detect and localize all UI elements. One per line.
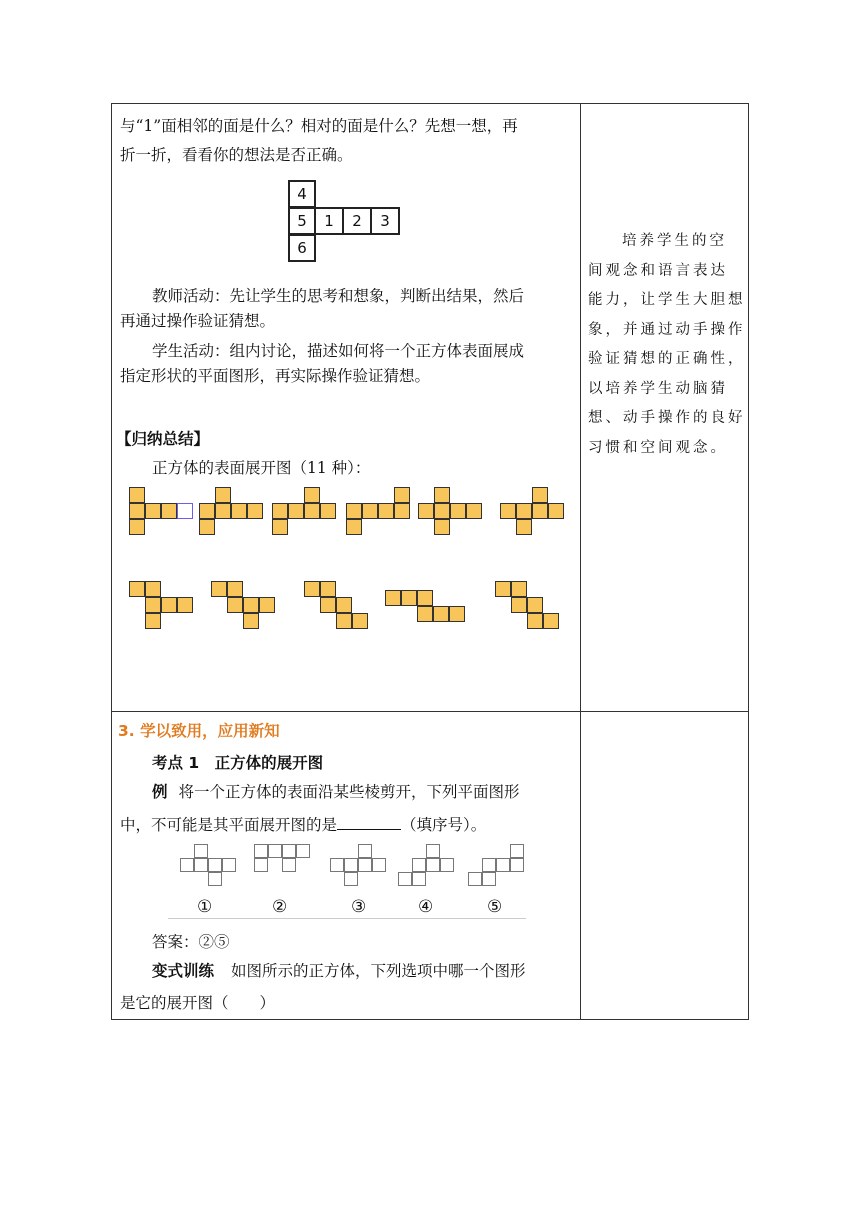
answer-blank — [337, 813, 401, 830]
example-line-1 — [152, 782, 519, 802]
side-note-line: 验证猜想的正确性， — [588, 351, 746, 367]
net-square — [401, 590, 417, 606]
net-square — [215, 503, 231, 519]
net-square — [320, 503, 336, 519]
net-square — [516, 519, 532, 535]
net-square — [433, 606, 449, 622]
table-border-top — [111, 103, 749, 104]
side-note-line: 培养学生的空 — [622, 233, 727, 249]
net-square — [272, 503, 288, 519]
option-square — [296, 844, 310, 858]
option-square — [482, 858, 496, 872]
option-square — [398, 872, 412, 886]
example-text-2a: 中，不可能是其平面展开图的是 — [120, 816, 338, 834]
net-square — [434, 503, 450, 519]
option-label-1: ① — [197, 897, 213, 917]
variant-line-2: 是它的展开图（ ） — [120, 994, 276, 1012]
option-square — [344, 858, 358, 872]
net-square — [346, 519, 362, 535]
net-square — [417, 606, 433, 622]
side-note — [588, 227, 746, 463]
net-square — [215, 487, 231, 503]
net-square — [378, 503, 394, 519]
question-line-1: 与“1”面相邻的面是什么？相对的面是什么？先想一想，再 — [120, 117, 518, 135]
net-square — [145, 581, 161, 597]
side-note-line: 间观念和语言表达 — [588, 262, 728, 279]
option-square — [468, 872, 482, 886]
option-square — [282, 844, 296, 858]
net-square — [511, 597, 527, 613]
net-square — [352, 613, 368, 629]
net-square — [304, 487, 320, 503]
option-square — [358, 844, 372, 858]
net-face-1: 1 — [316, 207, 344, 235]
net-square — [129, 581, 145, 597]
question-line-2: 折一折，看看你的想法是否正确。 — [120, 146, 353, 164]
net-square — [129, 519, 145, 535]
option-square — [194, 844, 208, 858]
table-column-divider — [580, 103, 581, 1020]
net-square — [527, 597, 543, 613]
net-square — [243, 597, 259, 613]
options-underline — [168, 918, 526, 919]
net-square — [145, 597, 161, 613]
net-square — [450, 503, 466, 519]
net-square — [394, 487, 410, 503]
option-label-3: ③ — [351, 897, 367, 917]
option-square — [254, 858, 268, 872]
net-square — [362, 503, 378, 519]
net-square — [177, 597, 193, 613]
side-note-line: 以培养学生动脑猜 — [588, 380, 728, 397]
net-square — [161, 503, 177, 519]
net-square — [532, 487, 548, 503]
section-title: 3. 学以致用，应用新知 — [118, 722, 280, 740]
option-square — [344, 872, 358, 886]
net-face-5: 5 — [288, 207, 316, 235]
example-label: 例 — [152, 783, 168, 801]
net-square — [247, 503, 263, 519]
option-square — [426, 858, 440, 872]
option-label-5: ⑤ — [487, 897, 503, 917]
student-activity-line-2: 指定形状的平面图形，再实际操作验证猜想。 — [120, 367, 431, 385]
option-square — [496, 858, 510, 872]
option-square — [222, 858, 236, 872]
net-square — [288, 503, 304, 519]
net-square — [532, 503, 548, 519]
option-square — [482, 872, 496, 886]
side-note-line: 能力，让学生大胆想 — [588, 292, 746, 308]
net-square — [516, 503, 532, 519]
net-square — [304, 581, 320, 597]
teacher-activity-line-1: 教师活动：先让学生的思考和想象，判断出结果，然后 — [152, 287, 525, 305]
net-square — [227, 597, 243, 613]
option-square — [208, 858, 222, 872]
net-square — [129, 487, 145, 503]
net-square — [434, 519, 450, 535]
side-note-line: 习惯和空间观念。 — [588, 439, 728, 456]
net-square — [145, 503, 161, 519]
option-square — [180, 858, 194, 872]
net-square — [394, 503, 410, 519]
table-border-bottom — [111, 1019, 749, 1020]
example-text-1: 将一个正方体的表面沿某些棱剪开，下列平面图形 — [178, 783, 520, 801]
option-square — [440, 858, 454, 872]
net-square — [243, 613, 259, 629]
net-square — [304, 503, 320, 519]
net-square — [336, 597, 352, 613]
option-square — [330, 858, 344, 872]
net-square — [466, 503, 482, 519]
option-square — [254, 844, 268, 858]
net-square — [511, 581, 527, 597]
option-label-4: ④ — [418, 897, 434, 917]
net-face-4: 4 — [288, 180, 316, 208]
net-square — [211, 581, 227, 597]
net-square — [231, 503, 247, 519]
option-square — [268, 844, 282, 858]
net-face-2: 2 — [344, 207, 372, 235]
net-square — [417, 590, 433, 606]
option-square — [194, 858, 208, 872]
variant-line-1 — [152, 961, 525, 981]
net-square — [145, 613, 161, 629]
table-border-right — [748, 103, 749, 1020]
option-square — [510, 858, 524, 872]
option-square — [426, 844, 440, 858]
net-square — [500, 503, 516, 519]
teacher-activity-line-2: 再通过操作验证猜想。 — [120, 312, 276, 330]
student-activity-line-1: 学生活动：组内讨论，描述如何将一个正方体表面展成 — [152, 342, 525, 360]
table-border-left — [111, 103, 112, 1020]
net-square — [272, 519, 288, 535]
net-square — [259, 597, 275, 613]
example-text-2b: （填序号）。 — [401, 816, 487, 834]
net-square — [199, 519, 215, 535]
side-note-line: 想、动手操作的良好 — [588, 410, 746, 426]
net-face-6: 6 — [288, 234, 316, 262]
option-label-2: ② — [272, 897, 288, 917]
net-square — [320, 597, 336, 613]
net-square — [434, 487, 450, 503]
net-square — [449, 606, 465, 622]
variant-text-1: 如图所示的正方体，下列选项中哪一个图形 — [230, 962, 526, 980]
variant-label: 变式训练 — [152, 962, 215, 980]
net-square — [543, 613, 559, 629]
option-square — [412, 872, 426, 886]
net-square — [129, 503, 145, 519]
option-square — [412, 858, 426, 872]
answer-text: 答案：②⑤ — [152, 933, 230, 951]
point-title: 考点 1 正方体的展开图 — [152, 754, 324, 772]
net-face-3: 3 — [372, 207, 400, 235]
net-square — [177, 503, 193, 519]
net-square — [385, 590, 401, 606]
side-note-line: 象，并通过动手操作 — [588, 321, 746, 338]
option-square — [372, 858, 386, 872]
net-square — [336, 613, 352, 629]
net-square — [495, 581, 511, 597]
summary-heading: 【归纳总结】 — [116, 430, 210, 448]
option-square — [510, 844, 524, 858]
net-square — [161, 597, 177, 613]
net-square — [227, 581, 243, 597]
option-square — [282, 858, 296, 872]
net-square — [320, 581, 336, 597]
net-square — [418, 503, 434, 519]
net-square — [527, 613, 543, 629]
table-row-divider — [111, 711, 749, 712]
summary-text: 正方体的表面展开图（11 种）： — [152, 459, 371, 477]
option-square — [208, 872, 222, 886]
net-square — [548, 503, 564, 519]
example-line-2 — [120, 813, 486, 835]
net-square — [346, 503, 362, 519]
net-square — [199, 503, 215, 519]
option-square — [358, 858, 372, 872]
